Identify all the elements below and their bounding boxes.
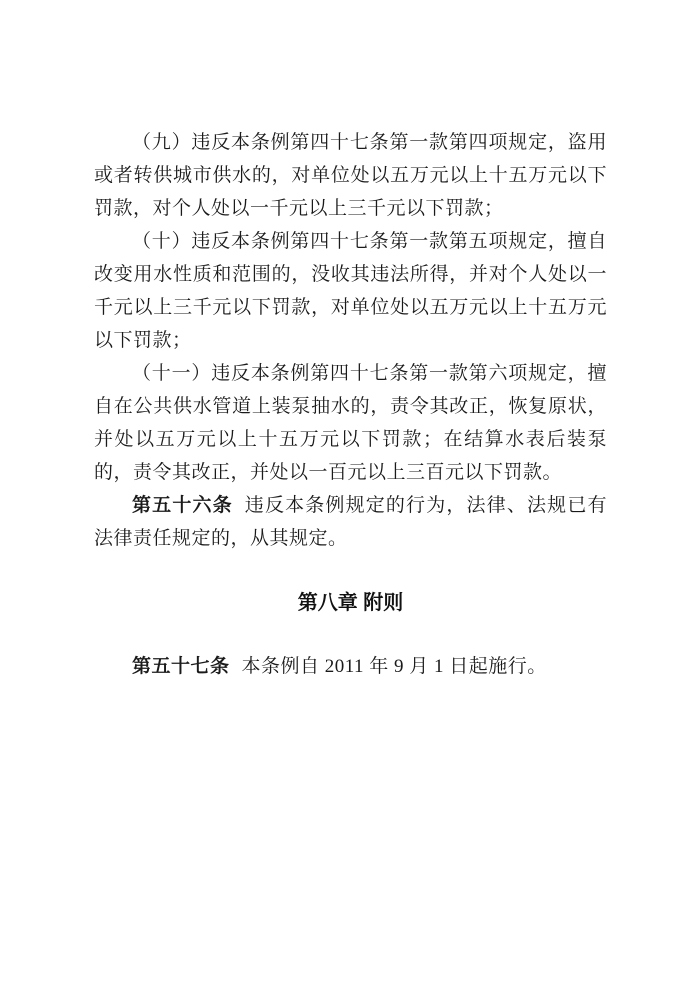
clause-item-nine [94, 126, 607, 225]
clause-ten-text: （十）违反本条例第四十七条第一款第五项规定，擅自改变用水性质和范围的，没收其违法所得，并对个人处以一千元以上三千元以下罚款，对单位处以五万元以上十五万元以下罚款； [94, 231, 607, 351]
article-56-text: 违反本条例规定的行为，法律、法规已有法律责任规定的，从其规定。 [94, 495, 607, 549]
clause-item-ten [94, 225, 607, 357]
document-content [94, 126, 607, 683]
article-57-text: 本条例自 2011 年 9 月 1 日起施行。 [241, 656, 547, 677]
clause-nine-text: （九）违反本条例第四十七条第一款第四项规定，盗用或者转供城市供水的，对单位处以五万元以上十五万元以下罚款，对个人处以一千元以上三千元以下罚款； [94, 132, 607, 219]
clause-eleven-text: （十一）违反本条例第四十七条第一款第六项规定，擅自在公共供水管道上装泵抽水的，责令其改正，恢复原状，并处以五万元以上十五万元以下罚款；在结算水表后装泵的，责令其改正，并处以一百元以上三百元以下罚款。 [94, 363, 607, 483]
article-57-number: 第五十七条 [132, 656, 230, 677]
article-57-paragraph [94, 650, 607, 683]
chapter-heading: 第八章 附则 [297, 592, 404, 614]
article-56-number: 第五十六条 [132, 495, 233, 516]
article-56-paragraph [94, 489, 607, 555]
clause-item-eleven [94, 357, 607, 489]
